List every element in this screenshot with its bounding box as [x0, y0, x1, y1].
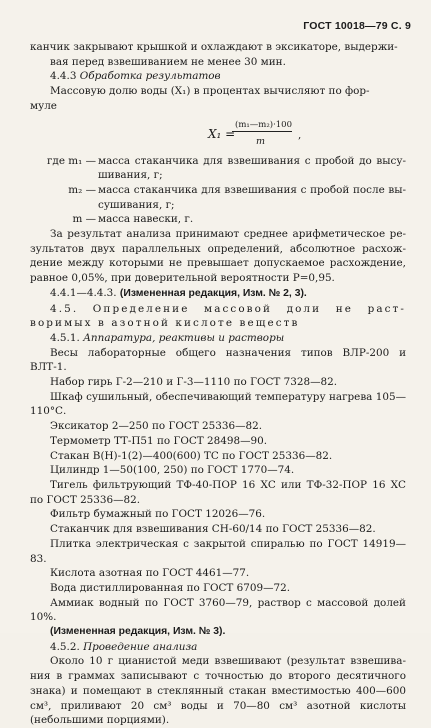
formula-numerator: (m₁—m₂)·100 [235, 119, 292, 130]
section-title: Проведение анализа [83, 640, 198, 653]
list-item: Фильтр бумажный по ГОСТ 12026—76. [50, 508, 266, 521]
result-paragraph: За результат анализа принимают среднее арифметическое ре-зультатов двух параллельных определений, абсолютное расхож-дение между которыми не превышает допускаемое расхождение, равное 0,05%, при доверительной вероятности P=0,95. [30, 228, 406, 285]
definition-term: m — [72, 213, 96, 226]
list-item: Тигель фильтрующий ТФ-40-ПОР 16 ХС или ТФ-32-ПОР 16 ХС по ГОСТ 25336—82. [30, 478, 406, 506]
list-item: Шкаф сушильный, обеспечивающий температуру нагрева 105—110°С. [30, 390, 406, 418]
fraction-bar [232, 131, 292, 132]
definition-text: масса стаканчика для взвешивания с пробой до высу-шивания, г; [98, 154, 406, 182]
list-item: Плитка электрическая с закрытой спиралью по ГОСТ 14919—83. [30, 537, 406, 565]
formula-denominator: m [256, 135, 266, 147]
text-line: муле [30, 99, 57, 112]
definition-m2 [30, 183, 406, 212]
list-item: Весы лабораторные общего назначения типов ВЛР-200 и ВЛТ-1. [30, 346, 406, 374]
definition-term: где m₁ — [46, 154, 96, 167]
definition-m1 [30, 154, 406, 183]
formula-lhs: X₁ = [208, 126, 236, 141]
page-header: ГОСТ 10018—79 С. 9 [303, 20, 411, 32]
formula [30, 114, 406, 154]
section-heading-4-5: 4.5. Определение массовой доли не раст-воримых в азотной кислоте веществ [30, 302, 406, 330]
text-line: канчик закрывают крышкой и охлаждают в эксикаторе, выдержи- [30, 41, 398, 53]
definition-m [30, 212, 406, 227]
list-item: Стаканчик для взвешивания СН-60/14 по ГОСТ 25336—82. [50, 523, 376, 536]
section-number: 4.4.3 [50, 70, 77, 83]
edition-note [30, 286, 406, 302]
formula-comma: , [298, 128, 302, 141]
list-item: Термометр ТТ-П51 по ГОСТ 28498—90. [50, 434, 267, 447]
section-number: 4.5.1. [50, 331, 80, 344]
section-title: Обработка результатов [79, 70, 221, 83]
list-item: Вода дистиллированная по ГОСТ 6709—72. [50, 581, 291, 594]
list-item: Эксикатор 2—250 по ГОСТ 25336—82. [50, 420, 263, 433]
section-heading-4-4-3 [30, 69, 406, 84]
edition-note: (Измененная редакция, Изм. № 3). [50, 626, 226, 638]
section-number: 4.5.2. [50, 640, 80, 653]
text-line: Массовую долю воды (X₁) в процентах вычисляют по фор- [50, 85, 370, 98]
definition-text: масса навески, г. [98, 213, 194, 226]
section-heading-4-5-1 [30, 331, 406, 346]
edition-text: (Измененная редакция, Изм. № 2, 3). [119, 287, 307, 299]
definition-term: m₂ — [68, 183, 96, 196]
list-item: Набор гирь Г-2—210 и Г-3—1110 по ГОСТ 7328—82. [50, 376, 338, 389]
definition-text: масса стаканчика для взвешивания с пробой после вы-сушивания, г; [98, 183, 406, 211]
document-body [30, 40, 406, 728]
list-item: Аммиак водный по ГОСТ 3760—79, раствор с массовой долей 10%. [30, 596, 406, 624]
section-title: Аппаратура, реактивы и растворы [83, 331, 285, 344]
list-item: Кислота азотная по ГОСТ 4461—77. [50, 567, 250, 580]
text-line: вая перед взвешиванием не менее 30 мин. [50, 55, 286, 68]
list-item: Стакан В(Н)-1(2)—400(600) ТС по ГОСТ 25336—82. [50, 449, 333, 462]
edition-range: 4.4.1—4.4.3. [50, 286, 117, 299]
procedure-paragraph: Около 10 г цианистой меди взвешивают (результат взвешива-ния в граммах записывают с точностью до второго десятичного знака) и помещают в стеклянный стакан вместимостью 400—600 см³, приливают 20 см³ воды и 70—80 см³ азотной кислоты (небольшими порциями). [30, 655, 406, 727]
section-heading-4-5-2 [30, 640, 406, 655]
list-item: Цилиндр 1—50(100, 250) по ГОСТ 1770—74. [50, 464, 295, 477]
